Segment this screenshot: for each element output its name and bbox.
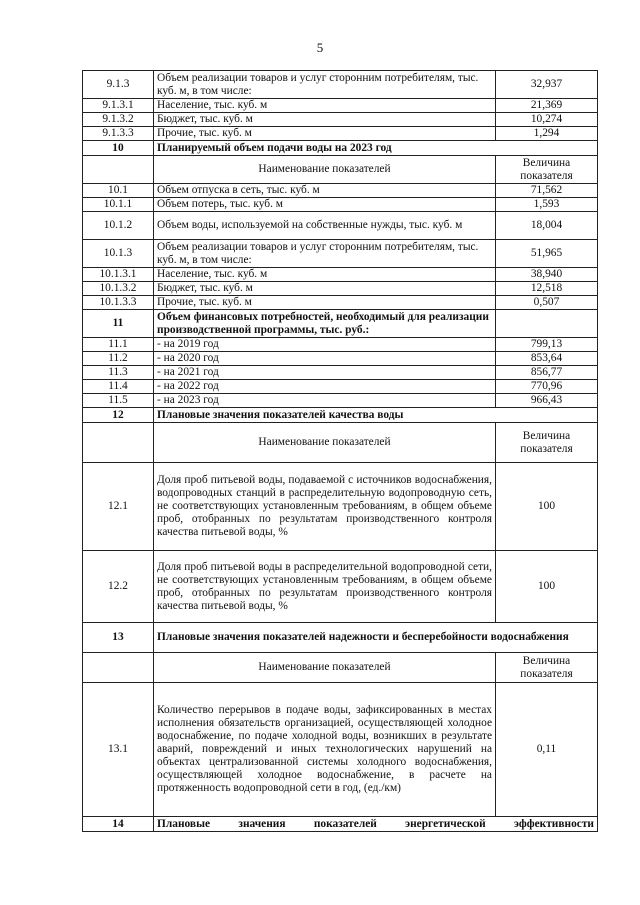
row-name: Доля проб питьевой воды в распределительной водопроводной сети, не соответствующих установленным требованиям, в общем объеме проб, отобранных по результатам производственного контроля качества питьевой воды, %: [154, 551, 496, 623]
table-row: [83, 282, 598, 296]
row-value: 38,940: [496, 268, 598, 282]
row-value: 32,937: [496, 71, 598, 99]
table-row: [83, 212, 598, 240]
row-name: Прочие, тыс. куб. м: [154, 296, 496, 310]
row-name: Бюджет, тыс. куб. м: [154, 113, 496, 127]
row-code: 11.4: [83, 380, 154, 394]
header-name: Наименование показателей: [154, 653, 496, 683]
row-code: 11.1: [83, 338, 154, 352]
table-row: [83, 366, 598, 380]
row-value: 853,64: [496, 352, 598, 366]
table-row: [83, 296, 598, 310]
row-code: 10.1: [83, 184, 154, 198]
row-code: 10.1.1: [83, 198, 154, 212]
row-name: Объем воды, используемой на собственные нужды, тыс. куб. м: [154, 212, 496, 240]
table-row: [83, 463, 598, 551]
section-code: 11: [83, 310, 154, 338]
row-name: - на 2022 год: [154, 380, 496, 394]
row-name: - на 2021 год: [154, 366, 496, 380]
row-code: 9.1.3: [83, 71, 154, 99]
row-value: 1,294: [496, 127, 598, 141]
row-value: 10,274: [496, 113, 598, 127]
row-value: 1,593: [496, 198, 598, 212]
row-value: 0,507: [496, 296, 598, 310]
row-value: 51,965: [496, 240, 598, 268]
row-name: Доля проб питьевой воды, подаваемой с источников водоснабжения, водопроводных станций в распределительную водопроводную сеть, не соответствующих установленным требованиям, в общем объеме проб, отобранных по результатам производственного контроля качества питьевой воды, %: [154, 463, 496, 551]
row-code: 10.1.3: [83, 240, 154, 268]
section-row: [83, 141, 598, 156]
row-value: 856,77: [496, 366, 598, 380]
table-row: [83, 127, 598, 141]
row-code: 11.3: [83, 366, 154, 380]
table-row: [83, 240, 598, 268]
section-title: Плановые значения показателей качества воды: [154, 408, 598, 423]
table-row: [83, 268, 598, 282]
section-title: Плановые значения показателей надежности и бесперебойности водоснабжения: [154, 623, 598, 653]
table-row: [83, 184, 598, 198]
row-code: 10.1.3.1: [83, 268, 154, 282]
row-name: Население, тыс. куб. м: [154, 268, 496, 282]
section-row: [83, 310, 598, 338]
row-name: Объем потерь, тыс. куб. м: [154, 198, 496, 212]
row-code: 9.1.3.3: [83, 127, 154, 141]
row-code: 9.1.3.1: [83, 99, 154, 113]
row-name: Объем отпуска в сеть, тыс. куб. м: [154, 184, 496, 198]
row-code: 10.1.3.2: [83, 282, 154, 296]
table-row: [83, 394, 598, 408]
header-name: Наименование показателей: [154, 156, 496, 184]
header-row: [83, 653, 598, 683]
row-value: 18,004: [496, 212, 598, 240]
row-value: 100: [496, 463, 598, 551]
row-name: Количество перерывов в подаче воды, зафиксированных в местах исполнения обязательств организацией, осуществляющей холодное водоснабжение, по подаче холодной воды, возникших в результате аварий, повреждений и иных технологических нарушений на объектах централизованной системы холодного водоснабжения, осуществляющей холодное водоснабжение, в расчете на протяженность водопроводной сети в год, (ед./км): [154, 683, 496, 817]
row-value: 799,13: [496, 338, 598, 352]
row-name: Бюджет, тыс. куб. м: [154, 282, 496, 296]
row-code: 11.2: [83, 352, 154, 366]
row-code: 9.1.3.2: [83, 113, 154, 127]
section-row: [83, 817, 598, 832]
section-row: [83, 408, 598, 423]
row-name: Население, тыс. куб. м: [154, 99, 496, 113]
header-value: Величина показателя: [496, 156, 598, 184]
row-code: 10.1.3.3: [83, 296, 154, 310]
table-row: [83, 99, 598, 113]
table-row: [83, 551, 598, 623]
row-name: Объем реализации товаров и услуг сторонним потребителям, тыс. куб. м, в том числе:: [154, 240, 496, 268]
row-code: 12.2: [83, 551, 154, 623]
section-code: 13: [83, 623, 154, 653]
row-name: Прочие, тыс. куб. м: [154, 127, 496, 141]
section-row: [83, 623, 598, 653]
header-row: [83, 156, 598, 184]
row-name: - на 2019 год: [154, 338, 496, 352]
section-title: Планируемый объем подачи воды на 2023 год: [154, 141, 598, 156]
table-row: [83, 683, 598, 817]
row-value: 12,518: [496, 282, 598, 296]
table-row: [83, 352, 598, 366]
row-name: Объем реализации товаров и услуг сторонним потребителям, тыс. куб. м, в том числе:: [154, 71, 496, 99]
row-code: 11.5: [83, 394, 154, 408]
section-code: 12: [83, 408, 154, 423]
row-value: 770,96: [496, 380, 598, 394]
row-value: 966,43: [496, 394, 598, 408]
row-name: - на 2020 год: [154, 352, 496, 366]
row-code: 10.1.2: [83, 212, 154, 240]
row-value: 100: [496, 551, 598, 623]
page-number: 5: [316, 40, 324, 55]
header-value: Величина показателя: [496, 653, 598, 683]
section-code: 14: [83, 817, 154, 832]
table-row: [83, 71, 598, 99]
row-code: 12.1: [83, 463, 154, 551]
header-name: Наименование показателей: [154, 423, 496, 463]
header-value: Величина показателя: [496, 423, 598, 463]
row-code: 13.1: [83, 683, 154, 817]
indicators-table: [82, 70, 598, 832]
section-title: Объем финансовых потребностей, необходимый для реализации производственной программы, тыс. руб.:: [154, 310, 496, 338]
section-title: Плановые значения показателей энергетической эффективности: [154, 817, 598, 832]
table-row: [83, 198, 598, 212]
table-row: [83, 113, 598, 127]
table-row: [83, 380, 598, 394]
row-value: 21,369: [496, 99, 598, 113]
row-name: - на 2023 год: [154, 394, 496, 408]
section-code: 10: [83, 141, 154, 156]
table-row: [83, 338, 598, 352]
row-value: 0,11: [496, 683, 598, 817]
row-value: 71,562: [496, 184, 598, 198]
header-row: [83, 423, 598, 463]
